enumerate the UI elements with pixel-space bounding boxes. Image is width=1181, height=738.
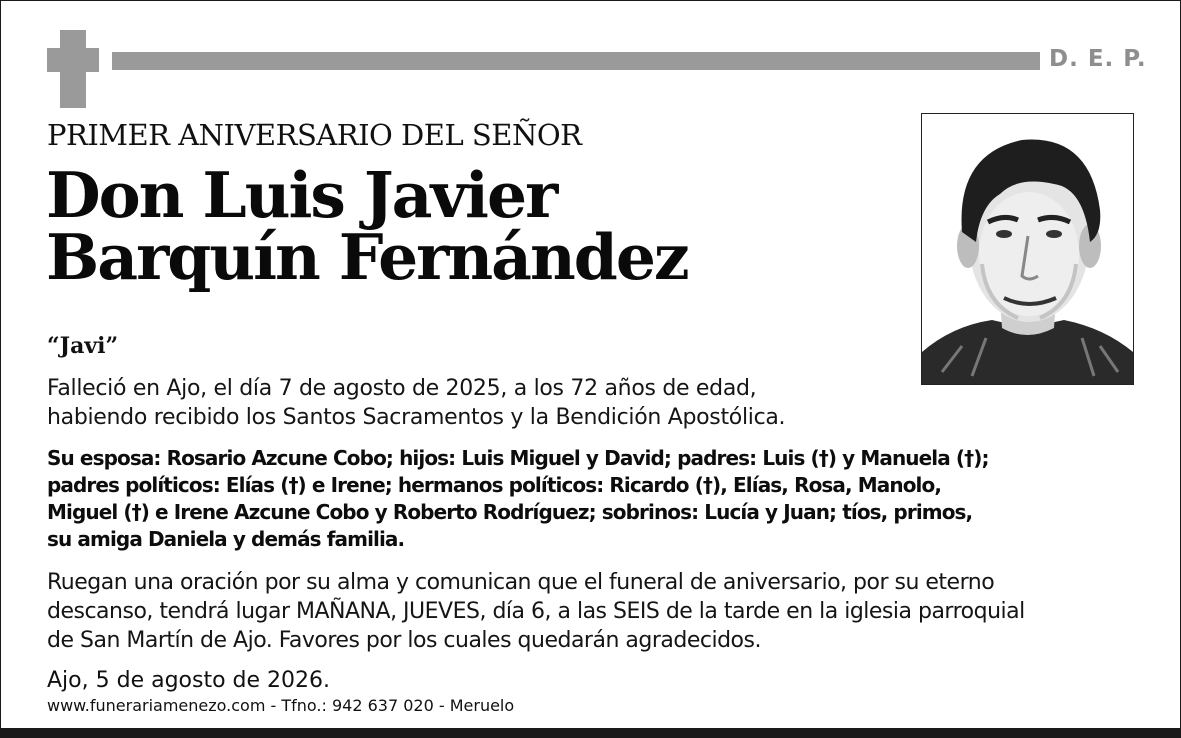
death-line-2: habiendo recibido los Santos Sacramentos y la Bendición Apostólica. bbox=[47, 405, 786, 430]
bottom-rule bbox=[0, 728, 1181, 738]
portrait-photo-icon bbox=[921, 113, 1134, 385]
family-paragraph bbox=[47, 445, 1157, 553]
family-line-4: su amiga Daniela y demás familia. bbox=[47, 527, 405, 551]
family-line-3: Miguel (†) e Irene Azcune Cobo y Roberto Rodríguez; sobrinos: Lucía y Juan; tíos, primos, bbox=[47, 500, 973, 524]
place-date: Ajo, 5 de agosto de 2026. bbox=[47, 668, 331, 693]
family-line-2: padres políticos: Elías (†) e Irene; hermanos políticos: Ricardo (†), Elías, Rosa, Manolo, bbox=[47, 473, 942, 497]
dep-label: D. E. P. bbox=[1049, 46, 1147, 72]
contact-line: www.funerariamenezo.com - Tfno.: 942 637 020 - Meruelo bbox=[47, 696, 515, 715]
funeral-line-3: de San Martín de Ajo. Favores por los cuales quedarán agradecidos. bbox=[47, 628, 761, 653]
funeral-line-2: descanso, tendrá lugar MAÑANA, JUEVES, día 6, a las SEIS de la tarde en la iglesia parroquial bbox=[47, 599, 1025, 624]
death-paragraph bbox=[47, 374, 907, 432]
funeral-paragraph bbox=[47, 568, 1157, 655]
family-line-1: Su esposa: Rosario Azcune Cobo; hijos: Luis Miguel y David; padres: Luis (†) y Manuela (†); bbox=[47, 446, 989, 470]
header-rule bbox=[112, 52, 1040, 70]
funeral-line-1: Ruegan una oración por su alma y comunican que el funeral de aniversario, por su eterno bbox=[47, 570, 995, 595]
death-line-1: Falleció en Ajo, el día 7 de agosto de 2025, a los 72 años de edad, bbox=[47, 376, 757, 401]
name-line-2: Barquín Fernández bbox=[46, 220, 688, 294]
nickname: “Javi” bbox=[47, 333, 119, 359]
notice-subtitle: PRIMER ANIVERSARIO DEL SEÑOR bbox=[47, 118, 582, 152]
name-line-1: Don Luis Javier bbox=[46, 158, 557, 232]
deceased-name bbox=[46, 158, 688, 294]
